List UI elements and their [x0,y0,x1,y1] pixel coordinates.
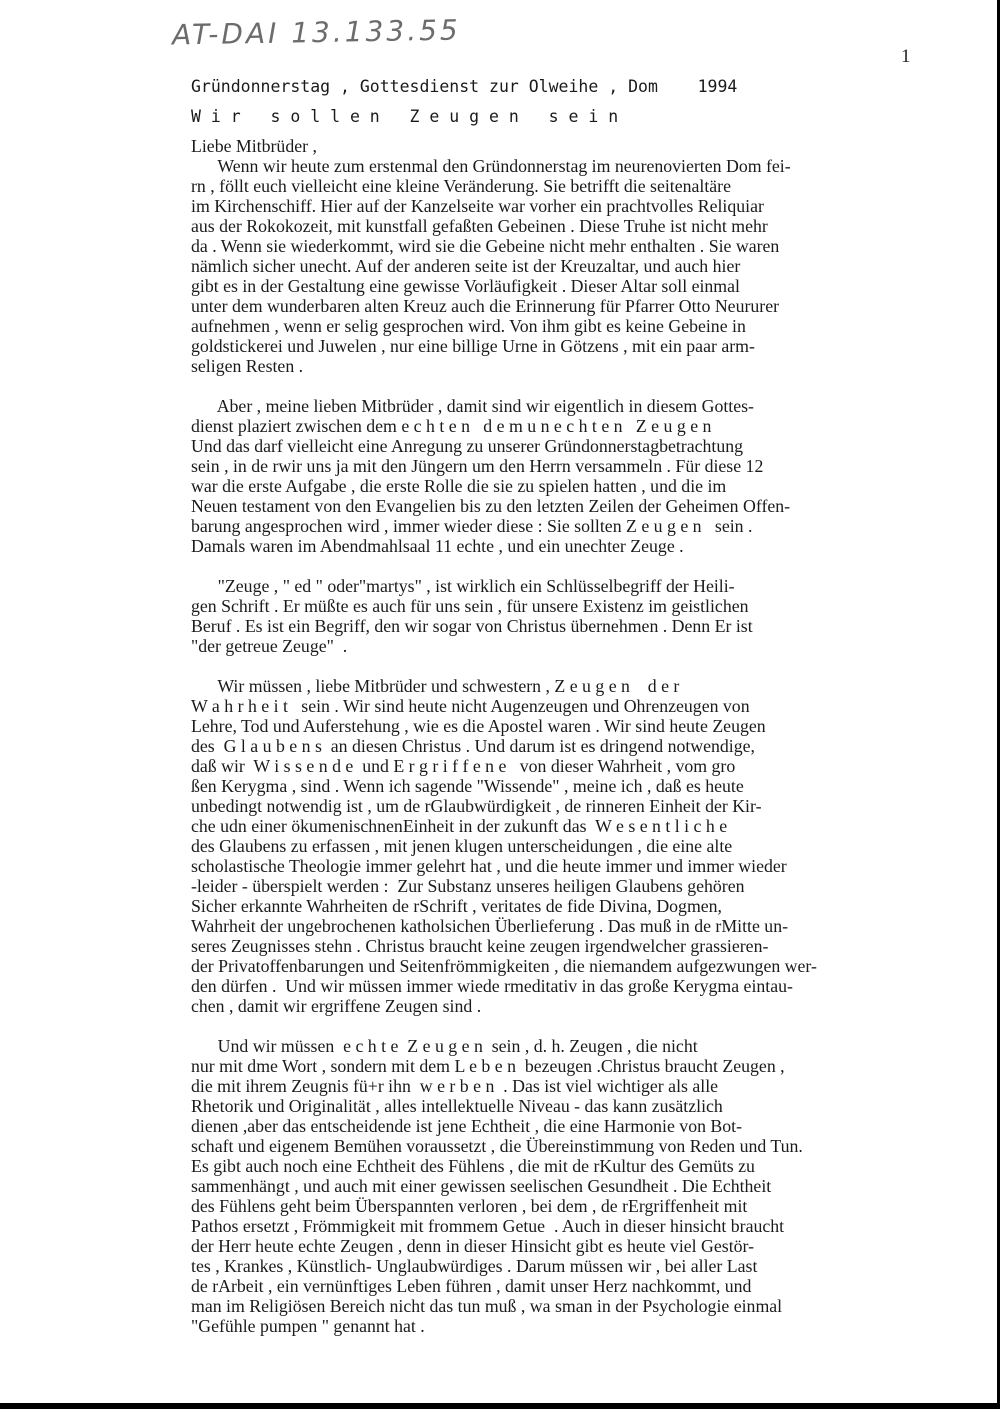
archive-signature: AT-DAI 13.133.55 [171,13,461,52]
text-line: der Herr heute echte Zeugen , denn in dieser Hinsicht gibt es heute viel Gestör- [191,1236,755,1256]
text-line: Lehre, Tod und Auferstehung , wie es die Apostel waren . Wir sind heute Zeugen [191,716,766,736]
text-line: aus der Rokokozeit, mit kunstfall gefaßten Gebeinen . Diese Truhe ist nicht mehr [191,216,768,236]
text-line: daß wir W i s s e n d e und E r g r i f f e n e von dieser Wahrheit , vom gro [191,756,736,776]
paragraph-list [191,156,996,1336]
text-line: sein , in de rwir uns ja mit den Jüngern um den Herrn versammeln . Für diese 12 [191,456,764,476]
text-line: "der getreue Zeuge" . [191,636,348,656]
text-line: unter dem wunderbaren alten Kreuz auch die Erinnerung für Pfarrer Otto Neururer [191,296,780,316]
text-line: aufnehmen , wenn er selig gesprochen wird. Von ihm gibt es keine Gebeine in [191,316,746,336]
text-line: Wahrheit der ungebrochenen katholsichen Überlieferung . Das muß in de rMitte un- [191,916,789,936]
text-line: Pathos ersetzt , Frömmigkeit mit frommem Getue . Auch in dieser hinsicht braucht [191,1216,785,1236]
text-line: de rArbeit , ein vernünftiges Leben führen , damit unser Herz nachkommt, und [191,1276,752,1296]
paragraph [191,676,996,1016]
text-line: W a h r h e i t sein . Wir sind heute nicht Augenzeugen und Ohrenzeugen von [191,696,750,716]
text-line: Es gibt auch noch eine Echtheit des Fühlens , die mit de rKultur des Gemüts zu [191,1156,755,1176]
paragraph [191,396,996,556]
paragraph-gap [191,556,996,576]
text-line: Und wir müssen e c h t e Z e u g e n sein , d. h. Zeugen , die nicht [191,1036,698,1056]
text-line: Aber , meine lieben Mitbrüder , damit sind wir eigentlich in diesem Gottes- [191,396,754,416]
text-line: Wir müssen , liebe Mitbrüder und schwestern , Z e u g e n d e r [191,676,680,696]
text-line: nämlich sicher unecht. Auf der anderen seite ist der Kreuzaltar, und auch hier [191,256,741,276]
text-line: dienst plaziert zwischen dem e c h t e n d e m u n e c h t e n Z e u g e n [191,416,712,436]
text-line: Beruf . Es ist ein Begriff, den wir sogar von Christus übernehmen . Denn Er ist [191,616,753,636]
text-line: man im Religiösen Bereich nicht das tun muß , wa sman in der Psychologie einmal [191,1296,783,1316]
text-line: gen Schrift . Er müßte es auch für uns sein , für unsere Existenz im geistlichen [191,596,749,616]
text-line: scholastische Theologie immer gelehrt hat , und die heute immer und immer wieder [191,856,787,876]
text-line: Neuen testament von den Evangelien bis zu den letzten Zeilen der Geheimen Offen- [191,496,791,516]
text-line: im Kirchenschiff. Hier auf der Kanzelseite war vorher ein prachtvolles Reliquiar [191,196,764,216]
text-line: rn , föllt euch vielleicht eine kleine Veränderung. Sie betrifft die seitenaltäre [191,176,731,196]
text-line: da . Wenn sie wiederkommt, wird sie die Gebeine nicht mehr enthalten . Sie waren [191,236,780,256]
text-line: gibt es in der Gestaltung eine gewisse Vorläufigkeit . Dieser Altar soll einmal [191,276,740,296]
text-line: des Glaubens zu erfassen , mit jenen klugen unterscheidungen , die eine alte [191,836,733,856]
text-line: den dürfen . Und wir müssen immer wiede rmeditativ in das große Kerygma eintau- [191,976,793,996]
text-line: der Privatoffenbarungen und Seitenfrömmigkeiten , die niemandem aufgezwungen wer- [191,956,817,976]
text-line: Sicher erkannte Wahrheiten de rSchrift , veritates de fide Divina, Dogmen, [191,896,722,916]
text-line: chen , damit wir ergriffene Zeugen sind . [191,996,482,1016]
document-header: Gründonnerstag , Gottesdienst zur Olweihe , Dom 1994 [191,77,738,96]
text-line: des G l a u b e n s an diesen Christus . Und darum ist es dringend notwendige, [191,736,755,756]
text-line: Wenn wir heute zum erstenmal den Gründonnerstag im neurenovierten Dom fei- [191,156,791,176]
text-line: -leider - überspielt werden : Zur Substanz unseres heiligen Glaubens gehören [191,876,745,896]
document-title: W i r s o l l e n Z e u g e n s e i n [191,107,619,126]
text-line: "Zeuge , " ed " oder"martys" , ist wirklich ein Schlüsselbegriff der Heili- [191,576,735,596]
text-line: "Gefühle pumpen " genannt hat . [191,1316,425,1336]
text-line: che udn einer ökumenischnenEinheit in der zukunft das W e s e n t l i c h e [191,816,728,836]
greeting: Liebe Mitbrüder , [191,136,317,156]
text-line: Damals waren im Abendmahlsaal 11 echte , und ein unechter Zeuge . [191,536,684,556]
paragraph-gap [191,1016,996,1036]
text-line: ßen Kerygma , sind . Wenn ich sagende "Wissende" , meine ich , daß es heute [191,776,744,796]
paragraph-gap [191,376,996,396]
text-line: barung angesprochen wird , immer wieder diese : Sie sollten Z e u g e n sein . [191,516,753,536]
document-body [191,136,996,1336]
text-line: dienen ,aber das entscheidende ist jene Echtheit , die eine Harmonie von Bot- [191,1116,743,1136]
text-line: tes , Krankes , Künstlich- Unglaubwürdiges . Darum müssen wir , bei aller Last [191,1256,758,1276]
text-line: des Fühlens geht beim Überspannten verloren , bei dem , de rErgriffenheit mit [191,1196,748,1216]
text-line: Und das darf vielleicht eine Anregung zu unserer Gründonnerstagbetrachtung [191,436,744,456]
text-line: Rhetorik und Originalität , alles intellektuelle Niveau - das kann zusätzlich [191,1096,723,1116]
paragraph-gap [191,656,996,676]
paragraph [191,1036,996,1336]
paragraph [191,576,996,656]
text-line: unbedingt notwendig ist , um de rGlaubwürdigkeit , de rinneren Einheit der Kir- [191,796,762,816]
text-line: war die erste Aufgabe , die erste Rolle die sie zu spielen hatten , und die im [191,476,727,496]
text-line: nur mit dme Wort , sondern mit dem L e b e n bezeugen .Christus braucht Zeugen , [191,1056,785,1076]
text-line: sammenhängt , und auch mit einer gewissen seelischen Gesundheit . Die Echtheit [191,1176,772,1196]
text-line: seligen Resten . [191,356,304,376]
text-line: die mit ihrem Zeugnis fü+r ihn w e r b e n . Das ist viel wichtiger als alle [191,1076,719,1096]
page-number: 1 [901,46,911,67]
text-line: schaft und eigenem Bemühen voraussetzt , die Übereinstimmung von Reden und Tun. [191,1136,803,1156]
text-line: seres Zeugnisses stehn . Christus braucht keine zeugen irgendwelcher grassieren- [191,936,769,956]
paragraph [191,156,996,376]
text-line: goldstickerei und Juwelen , nur eine billige Urne in Götzens , mit ein paar arm- [191,336,755,356]
